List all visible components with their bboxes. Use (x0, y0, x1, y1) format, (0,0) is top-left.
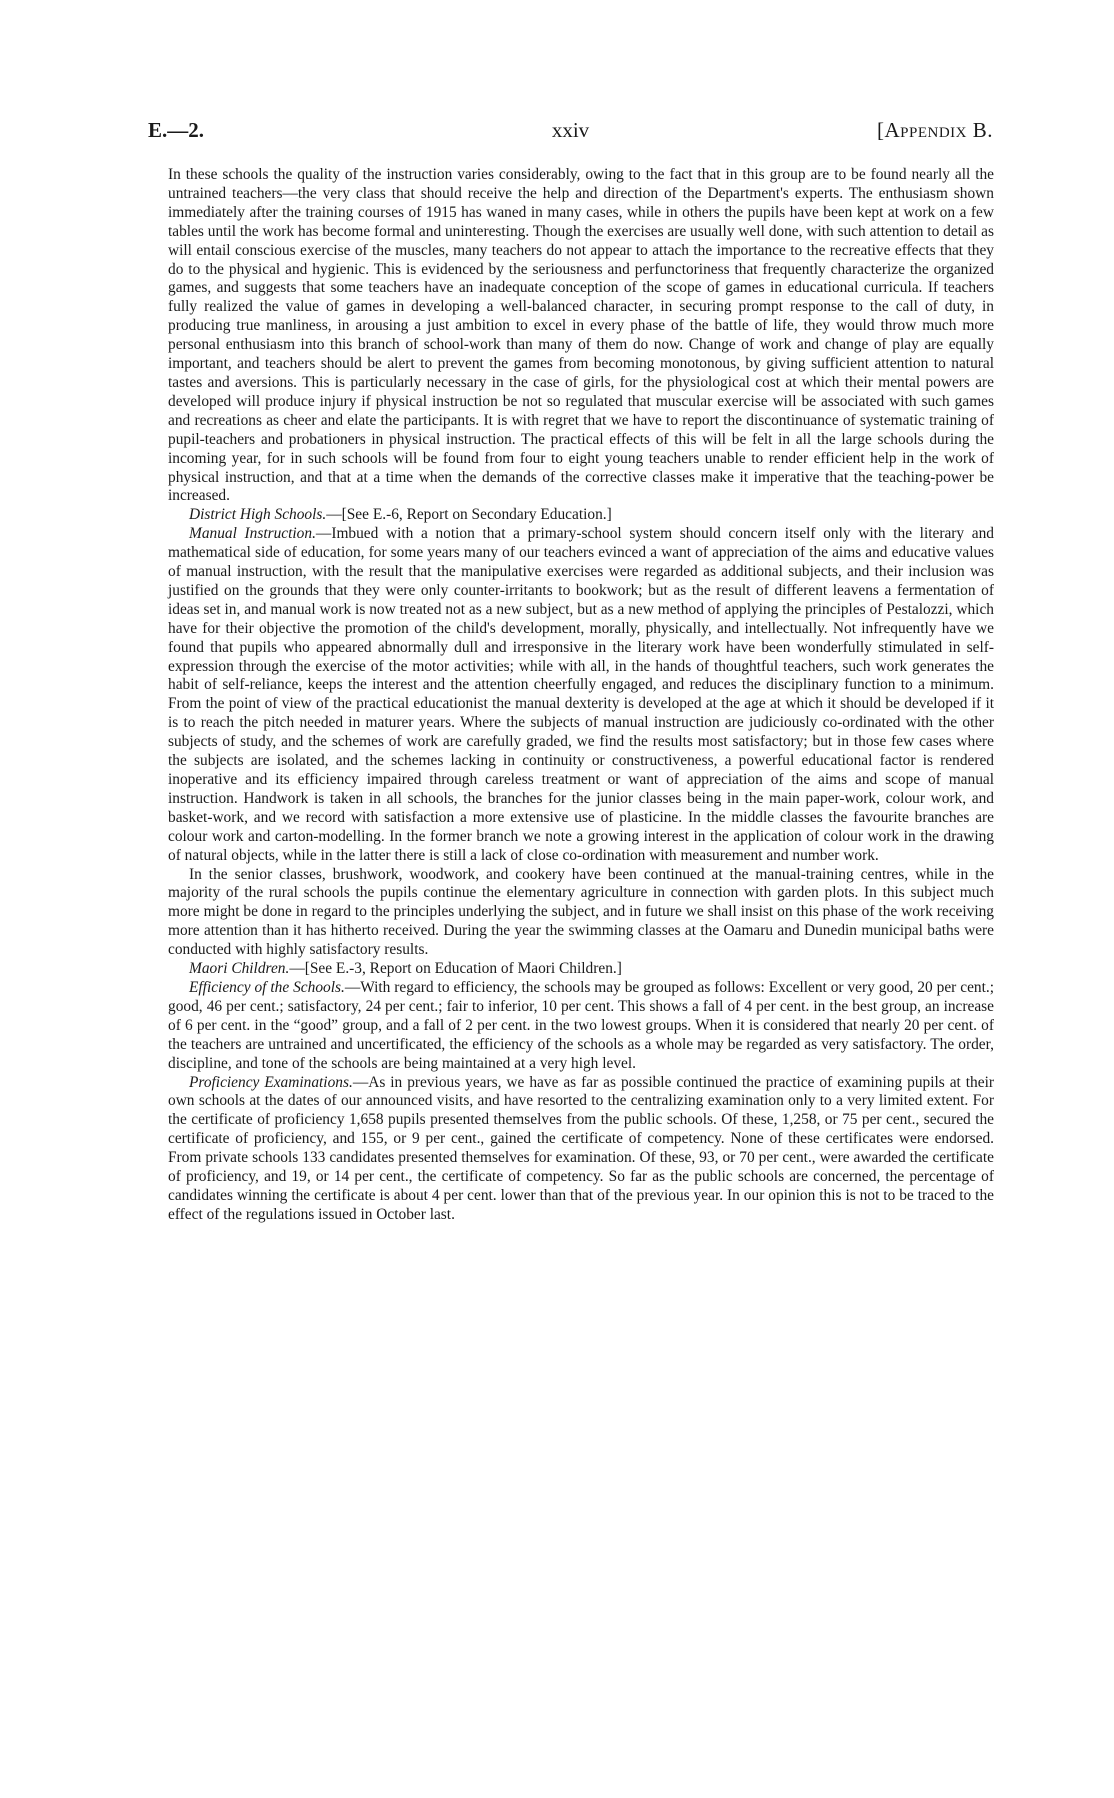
section-heading: District High Schools. (189, 506, 327, 524)
paragraph-text: —[See E.-6, Report on Secondary Education.] (326, 506, 612, 524)
paragraph-district-high-schools (168, 506, 994, 525)
section-heading: Proficiency Examinations. (189, 1073, 353, 1091)
section-heading: Manual Instruction. (189, 525, 316, 543)
paragraph-text: —Imbued with a notion that a primary-school system should concern itself only with the literary and mathematical side of education, for some years many of our teachers evinced a want of appreciation of the aims and educative values of manual instruction, with the result that the manipulative exercises were regarded as additional subjects, and their inclusion was justified on the grounds that they were only counter-irritants to bookwork; but as the result of different leavens a fermentation of ideas set in, and manual work is now treated not as a new subject, but as a new method of applying the principles of Pestalozzi, which have for their objective the promotion of the child's development, morally, physically, and intellectually. Not infrequently have we found that pupils who appeared abnormally dull and irresponsive in the literary work have been wonderfully stimulated in self-expression through the exercise of the motor activities; while with all, in the hands of thoughtful teachers, such work generates the habit of self-reliance, keeps the interest and the attention cheerfully engaged, and reduces the disciplinary function to a minimum. From the point of view of the practical educationist the manual dexterity is developed at the age at which it should be developed if it is to reach the pitch needed in maturer years. Where the subjects of manual instruction are judiciously co-ordinated with the other subjects of study, and the schemes of work are carefully graded, we find the results most satisfactory; but in those few cases where the subjects are isolated, and the schemes lacking in continuity or constructiveness, a powerful educational factor is rendered inoperative and its efficiency impaired through careless treatment or want of appreciation of the aims and scope of manual instruction. Handwork is taken in all schools, the branches for the junior classes being in the main paper-work, colour work, and basket-work, and we record with satisfaction a more extensive use of plasticine. In the middle classes the favourite branches are colour work and carton-modelling. In the former branch we note a growing interest in the application of colour work in the drawing of natural objects, while in the latter there is still a lack of close co-ordination with measurement and number work. (168, 525, 994, 864)
paragraph-text: In the senior classes, brushwork, woodwork, and cookery have been continued at the manual-training centres, while in the majority of the rural schools the pupils continue the elementary agriculture in connection with garden plots. In this subject much more might be done in regard to the principles underlying the subject, and in future we shall insist on this phase of the work receiving more attention than it has hitherto received. During the year the swimming classes at the Oamaru and Dunedin municipal baths were conducted with highly satisfactory results. (168, 865, 994, 959)
paragraph-proficiency-examinations (168, 1074, 994, 1225)
paragraph-maori-children (168, 960, 994, 979)
header-reference: E.—2. (148, 118, 205, 142)
paragraph-senior-classes (168, 866, 994, 961)
paragraph-text: —As in previous years, we have as far as possible continued the practice of examining pupils at their own schools at the dates of our announced visits, and have resorted to the centralizing examination only to a very limited extent. For the certificate of proficiency 1,658 pupils presented themselves from the public schools. Of these, 1,258, or 75 per cent., secured the certificate of proficiency, and 155, or 9 per cent., gained the certificate of competency. None of these certificates were endorsed. From private schools 133 candidates presented themselves for examination. Of these, 93, or 70 per cent., were awarded the certificate of proficiency, and 19, or 14 per cent., the certificate of competency. So far as the public schools are concerned, the percentage of candidates winning the certificate is about 4 per cent. lower than that of the previous year. In our opinion this is not to be traced to the effect of the regulations issued in October last. (168, 1073, 994, 1223)
page-number: xxiv (551, 118, 590, 142)
paragraph-manual-instruction (168, 525, 994, 865)
section-heading: Efficiency of the Schools. (189, 978, 345, 996)
body-text (168, 166, 994, 1225)
paragraph-text: —[See E.-3, Report on Education of Maori Children.] (289, 960, 622, 978)
paragraph-text: —With regard to efficiency, the schools may be grouped as follows: Excellent or very good, 20 per cent.; good, 46 per cent.; satisfactory, 24 per cent.; fair to inferior, 10 per cent. This shows a fall of 4 per cent. in the best group, an increase of 6 per cent. in the “good” group, and a fall of 2 per cent. in the two lowest groups. When it is considered that nearly 20 per cent. of the teachers are untrained and uncertificated, the efficiency of the schools as a whole may be regarded as very satisfactory. The order, discipline, and tone of the schools are being maintained at a very high level. (168, 978, 994, 1072)
section-heading: Maori Children. (189, 960, 290, 978)
page-header (148, 118, 993, 148)
header-appendix: [Appendix B. (876, 118, 993, 142)
paragraph-efficiency (168, 979, 994, 1074)
paragraph-physical-instruction (168, 166, 994, 506)
paragraph-text: In these schools the quality of the instruction varies considerably, owing to the fact that in this group are to be found nearly all the untrained teachers—the very class that should receive the help and direction of the Department's experts. The enthusiasm shown immediately after the training courses of 1915 has waned in many cases, while in others the pupils have been kept at work on a few tables until the work has become formal and uninteresting. Though the exercises are usually well done, with such attention to detail as will entail conscious exercise of the muscles, many teachers do not appear to attach the importance to the recreative effects that they do to the physical and hygienic. This is evidenced by the seriousness and perfunctoriness that frequently characterize the organized games, and suggests that some teachers have an inadequate conception of the scope of games in educational curricula. If teachers fully realized the value of games in developing a well-balanced character, in securing prompt response to the call of duty, in producing true manliness, in arousing a just ambition to excel in every phase of the battle of life, they would throw much more personal enthusiasm into this branch of school-work than many of them do now. Change of work and change of play are equally important, and teachers should be alert to prevent the games from becoming monotonous, by giving sufficient attention to natural tastes and aversions. This is particularly necessary in the case of girls, for the physiological cost at which their mental powers are developed will produce injury if physical instruction be not so regulated that muscular exercise will be associated with such games and recreations as cheer and elate the participants. It is with regret that we have to report the discontinuance of systematic training of pupil-teachers and probationers in physical instruction. The practical effects of this will be felt in all the large schools during the incoming year, for in such schools will be found from four to eight young teachers unable to render efficient help in the work of physical instruction, and that at a time when the demands of the corrective classes make it imperative that the teaching-power be increased. (168, 166, 994, 505)
